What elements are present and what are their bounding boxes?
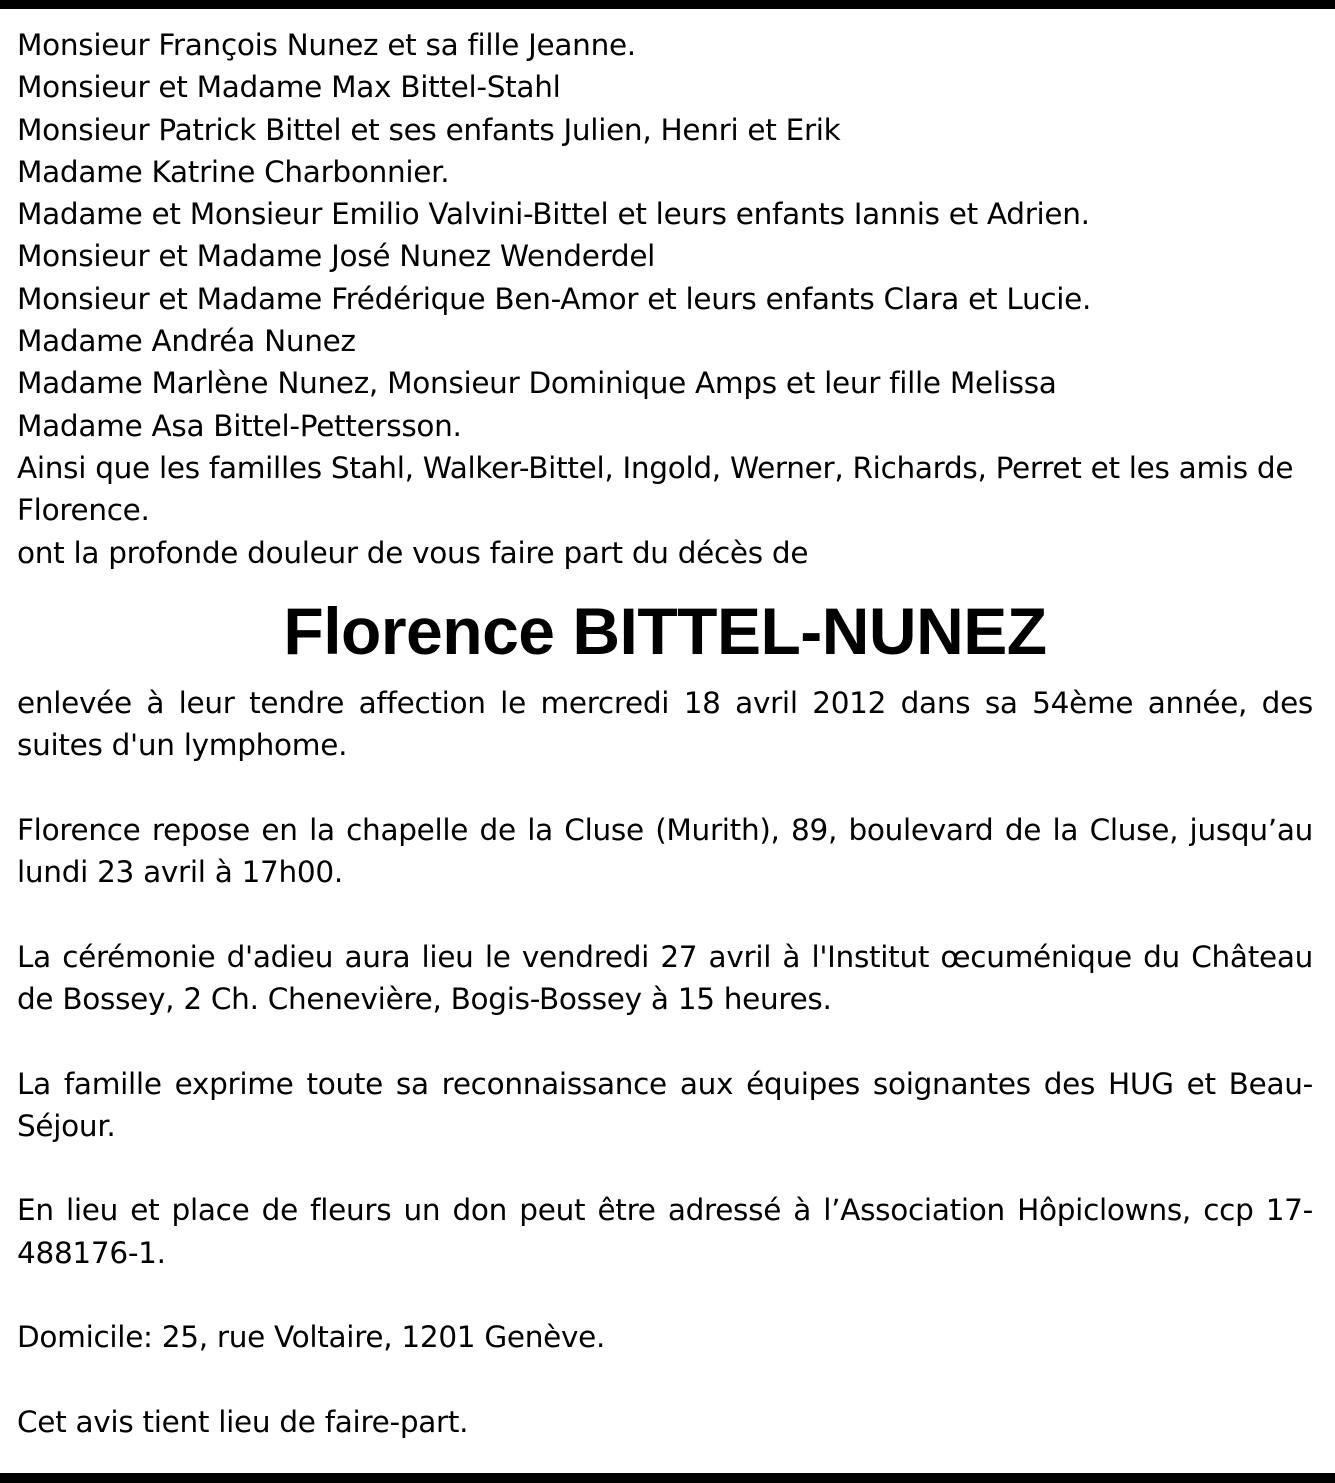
domicile-paragraph: Domicile: 25, rue Voltaire, 1201 Genève. — [17, 1320, 606, 1355]
family-line: Monsieur et Madame José Nunez Wenderdel — [17, 239, 656, 274]
announcement-line: ont la profonde douleur de vous faire part du décès de — [17, 535, 809, 570]
family-line: Madame Marlène Nunez, Monsieur Dominique Amps et leur fille Melissa — [17, 366, 1057, 401]
family-line: Monsieur et Madame Max Bittel-Stahl — [17, 70, 561, 105]
passing-paragraph: enlevée à leur tendre affection le mercredi 18 avril 2012 dans sa 54ème année, des suites d'un lymphome. — [17, 685, 1313, 763]
viewing-paragraph: Florence repose en la chapelle de la Cluse (Murith), 89, boulevard de la Cluse, jusqu’au lundi 23 avril à 17h00. — [17, 812, 1313, 890]
family-line: Monsieur et Madame Frédérique Ben-Amor et leurs enfants Clara et Lucie. — [17, 281, 1092, 316]
family-line: Madame Andréa Nunez — [17, 324, 356, 359]
family-line-extended: Ainsi que les familles Stahl, Walker-Bittel, Ingold, Werner, Richards, Perret et les amis de Florence. — [17, 450, 1294, 528]
obituary-notice — [17, 24, 1313, 1443]
bottom-border-rule — [0, 1473, 1335, 1483]
deceased-name-heading: Florence BITTEL-NUNEZ — [283, 593, 1047, 668]
family-line: Monsieur François Nunez et sa fille Jeanne. — [17, 28, 636, 62]
family-mourners-list — [17, 24, 1313, 532]
family-line: Monsieur Patrick Bittel et ses enfants Julien, Henri et Erik — [17, 112, 841, 147]
notice-paragraph: Cet avis tient lieu de faire-part. — [17, 1404, 469, 1439]
top-border-rule — [0, 0, 1335, 9]
family-line: Madame et Monsieur Emilio Valvini-Bittel et leurs enfants Iannis et Adrien. — [17, 197, 1090, 232]
donation-paragraph: En lieu et place de fleurs un don peut être adressé à l’Association Hôpiclowns, ccp 17-488176-1. — [17, 1193, 1313, 1270]
family-line: Madame Katrine Charbonnier. — [17, 154, 450, 189]
family-line: Madame Asa Bittel-Pettersson. — [17, 408, 462, 443]
thanks-paragraph: La famille exprime toute sa reconnaissance aux équipes soignantes des HUG et Beau-Séjour. — [17, 1066, 1313, 1143]
ceremony-paragraph: La cérémonie d'adieu aura lieu le vendredi 27 avril à l'Institut œcuménique du Château de Bossey, 2 Ch. Chenevière, Bogis-Bossey à 15 heures. — [17, 939, 1313, 1016]
